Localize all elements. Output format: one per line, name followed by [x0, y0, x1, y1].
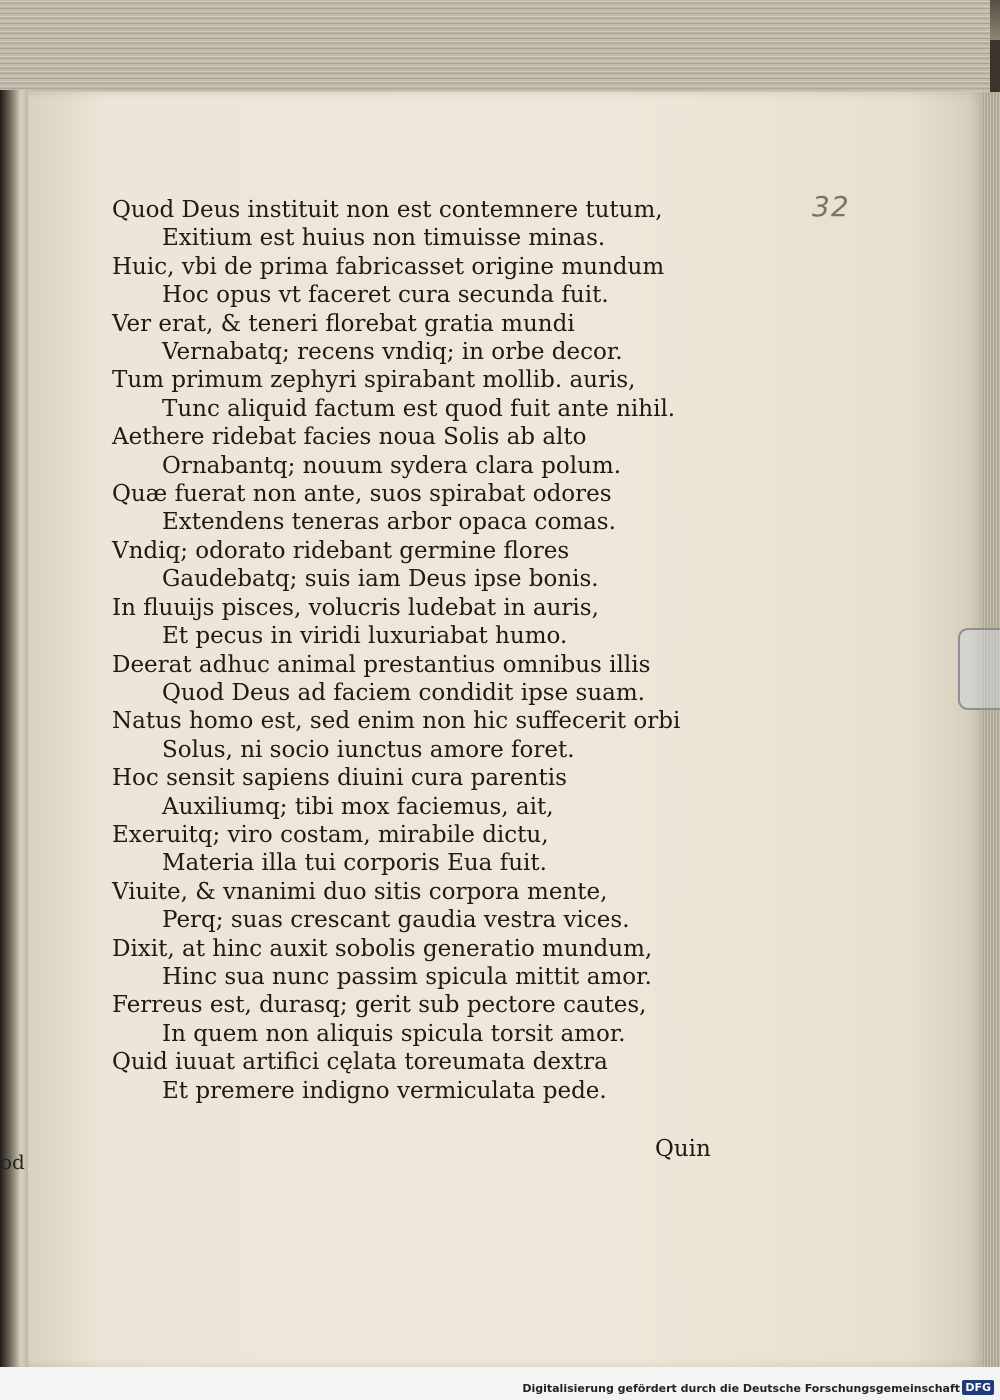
- verse-line: Materia illa tui corporis Eua fuit.: [162, 850, 547, 877]
- verse-line: Ornabantq; nouum sydera clara polum.: [162, 452, 622, 479]
- verse-line: Quid iuuat artifici cęlata toreumata dextra: [112, 1049, 608, 1076]
- verse-line: In quem non aliquis spicula torsit amor.: [162, 1020, 626, 1047]
- footer-credit: Digitalisierung gefördert durch die Deutsche Forschungsgemeinschaft: [522, 1382, 960, 1395]
- verse-line: Exeruitq; viro costam, mirabile dictu,: [112, 821, 549, 848]
- verse-line: Tunc aliquid factum est quod fuit ante nihil.: [162, 395, 676, 422]
- right-page-edges: [983, 92, 1000, 1372]
- verse-line: Vernabatq; recens vndiq; in orbe decor.: [162, 339, 623, 366]
- verse-line: Tum primum zephyri spirabant mollib. auris,: [112, 367, 636, 394]
- verse-line: Ferreus est, durasq; gerit sub pectore cautes,: [112, 992, 647, 1019]
- verse-line: Quod Deus instituit non est contemnere tutum,: [112, 197, 663, 223]
- verse-line: Ver erat, & teneri florebat gratia mundi: [112, 310, 575, 337]
- folio-number: 32: [812, 190, 850, 223]
- left-page-text-fragment: od: [0, 1150, 25, 1174]
- verse-line: Dixit, at hinc auxit sobolis generatio mundum,: [112, 935, 653, 962]
- verse-line: Deerat adhuc animal prestantius omnibus illis: [112, 651, 651, 678]
- verse-line: Huic, vbi de prima fabricasset origine mundum: [112, 253, 665, 280]
- catchword: Quin: [655, 1136, 711, 1162]
- verse-line: Vndiq; odorato ridebant germine flores: [112, 537, 570, 564]
- book-page-edges: [0, 0, 990, 97]
- verse-line: Et premere indigno vermiculata pede.: [162, 1077, 607, 1104]
- left-page-edge: [0, 90, 28, 1370]
- verse-line: Aethere ridebat facies noua Solis ab alto: [112, 424, 587, 451]
- verse-text-block: [112, 196, 732, 1105]
- verse-line: In fluuijs pisces, volucris ludebat in auris,: [112, 594, 599, 621]
- verse-line: Quod Deus ad faciem condidit ipse suam.: [162, 679, 645, 706]
- dfg-logo-icon: DFG: [962, 1380, 994, 1395]
- verse-line: Natus homo est, sed enim non hic suffecerit orbi: [112, 708, 681, 735]
- verse-line: Exitium est huius non timuisse minas.: [162, 225, 606, 252]
- page-tab-marker: [958, 628, 1000, 710]
- verse-line: Solus, ni socio iunctus amore foret.: [162, 736, 575, 763]
- verse-line: Perq; suas crescant gaudia vestra vices.: [162, 907, 630, 934]
- verse-line: Extendens teneras arbor opaca comas.: [162, 509, 616, 536]
- verse-line: Quæ fuerat non ante, suos spirabat odores: [112, 481, 612, 508]
- verse-line: Auxiliumq; tibi mox faciemus, ait,: [162, 793, 554, 820]
- verse-line: Hinc sua nunc passim spicula mittit amor.: [162, 963, 652, 990]
- verse-line: Viuite, & vnanimi duo sitis corpora mente,: [112, 878, 608, 905]
- verse-line: Hoc sensit sapiens diuini cura parentis: [112, 765, 567, 792]
- verse-line: Et pecus in viridi luxuriabat humo.: [162, 623, 568, 650]
- verse-line: Hoc opus vt faceret cura secunda fuit.: [162, 282, 609, 309]
- verse-line: Gaudebatq; suis iam Deus ipse bonis.: [162, 566, 599, 593]
